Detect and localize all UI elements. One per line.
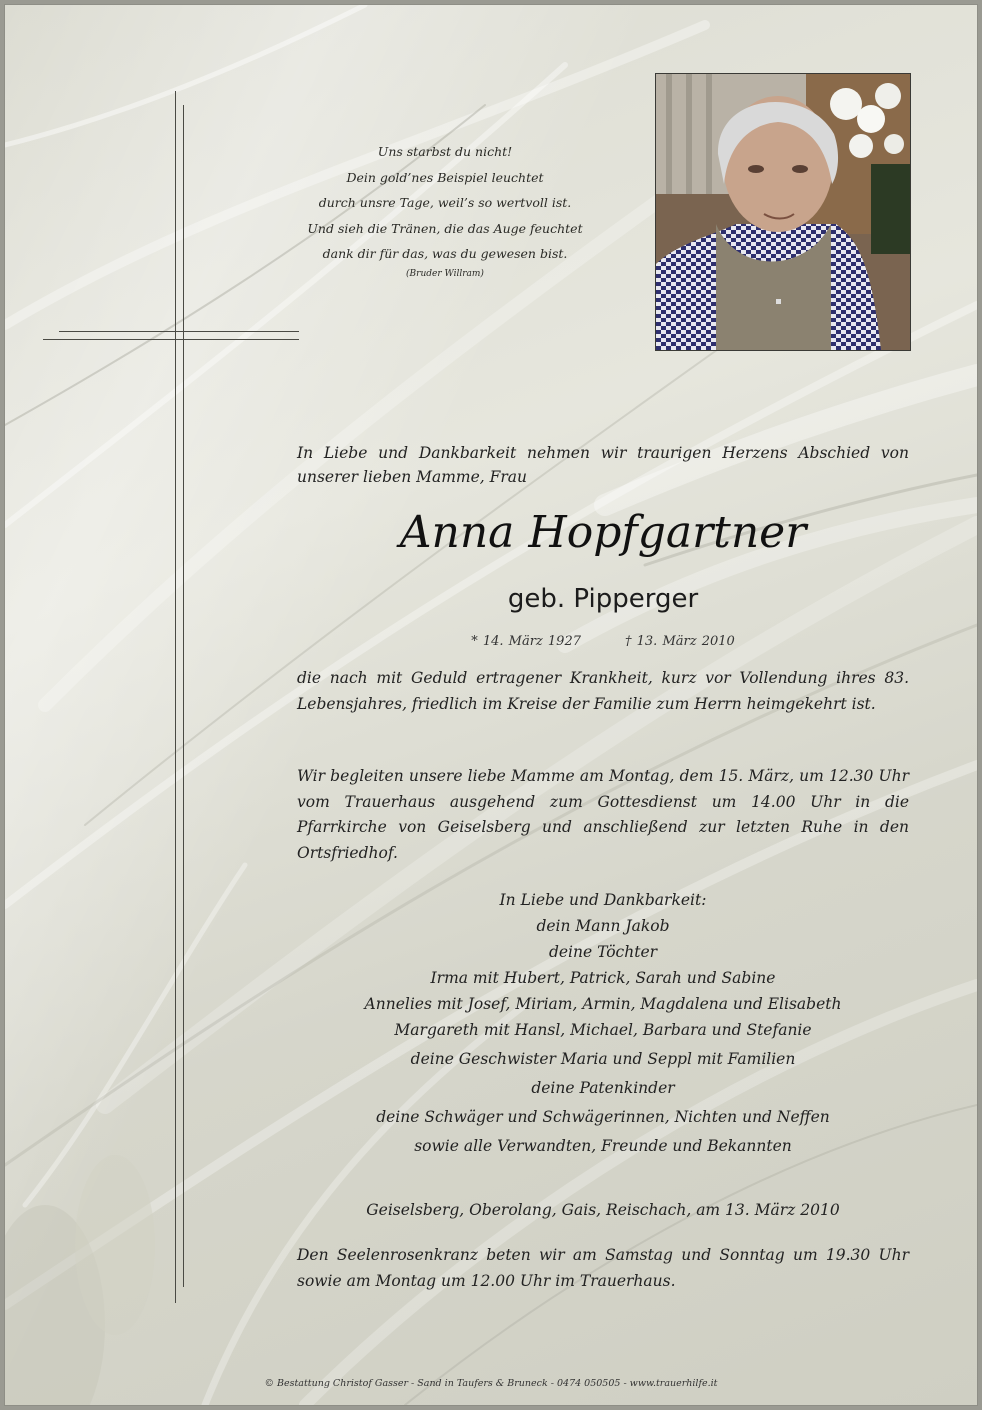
passing-paragraph: die nach mit Geduld ertragener Krankheit, kurz vor Vollendung ihres 83. Lebensjahres, friedlich im Kreise der Familie zum Herrn heimgekehrt ist. bbox=[297, 669, 909, 713]
maiden-name: geb. Pipperger bbox=[507, 584, 699, 614]
rosary-paragraph: Den Seelenrosenkranz beten wir am Samstag und Sonntag um 19.30 Uhr sowie am Montag um 12.00 Uhr im Trauerhaus. bbox=[297, 1246, 909, 1290]
funeral-home-footer: © Bestattung Christof Gasser - Sand in Taufers & Bruneck - 0474 050505 - www.trauerhilfe.it bbox=[264, 1378, 718, 1389]
mourner-line: Irma mit Hubert, Patrick, Sarah und Sabine bbox=[430, 969, 776, 987]
life-dates bbox=[297, 632, 909, 652]
birth-date: * 14. März 1927 bbox=[471, 634, 581, 649]
memorial-poem bbox=[275, 139, 615, 281]
intro-text: In Liebe und Dankbarkeit nehmen wir traurigen Herzens Abschied von unserer lieben Mamme, Frau bbox=[297, 444, 909, 486]
poem-line: dank dir für das, was du gewesen bist. bbox=[322, 246, 568, 261]
cross-vertical-line bbox=[175, 91, 176, 1303]
cross-horizontal-line bbox=[59, 331, 299, 332]
deceased-name: Anna Hopfgartner bbox=[399, 507, 807, 558]
death-date: † 13. März 2010 bbox=[625, 634, 735, 649]
portrait-image bbox=[656, 74, 910, 350]
mourner-line: Margareth mit Hansl, Michael, Barbara und Stefanie bbox=[394, 1021, 812, 1039]
cross-horizontal-line-lower bbox=[43, 339, 299, 340]
poem-line: Und sieh die Tränen, die das Auge feuchtet bbox=[307, 220, 583, 236]
mourner-line: Annelies mit Josef, Miriam, Armin, Magdalena und Elisabeth bbox=[364, 995, 842, 1013]
poem-line: durch unsre Tage, weil’s so wertvoll ist. bbox=[318, 195, 572, 210]
mourner-line: sowie alle Verwandten, Freunde und Bekannten bbox=[414, 1137, 792, 1155]
portrait-photo bbox=[655, 73, 911, 351]
obituary-card bbox=[4, 4, 978, 1406]
place-and-date: Geiselsberg, Oberolang, Gais, Reischach, am 13. März 2010 bbox=[366, 1201, 840, 1219]
mourners-list bbox=[297, 887, 909, 1159]
mourner-line: deine Geschwister Maria und Seppl mit Familien bbox=[410, 1050, 796, 1068]
poem-author: (Bruder Willram) bbox=[406, 268, 484, 279]
poem-line: Dein gold’nes Beispiel leuchtet bbox=[346, 169, 544, 185]
mourner-line: dein Mann Jakob bbox=[536, 917, 670, 935]
mourner-line: deine Patenkinder bbox=[531, 1079, 675, 1097]
mourner-line: deine Töchter bbox=[548, 943, 658, 961]
mourner-line: deine Schwäger und Schwägerinnen, Nichten und Neffen bbox=[376, 1108, 830, 1126]
mourners-heading: In Liebe und Dankbarkeit: bbox=[499, 891, 707, 909]
poem-line: Uns starbst du nicht! bbox=[377, 144, 513, 159]
funeral-paragraph: Wir begleiten unsere liebe Mamme am Montag, dem 15. März, um 12.30 Uhr vom Trauerhaus ausgehend zum Gottesdienst um 14.00 Uhr in die Pfarrkirche von Geiselsberg und anschließend zur letzten Ruhe in den Ortsfriedhof. bbox=[297, 767, 909, 863]
cross-vertical-line-inner bbox=[183, 105, 184, 1287]
